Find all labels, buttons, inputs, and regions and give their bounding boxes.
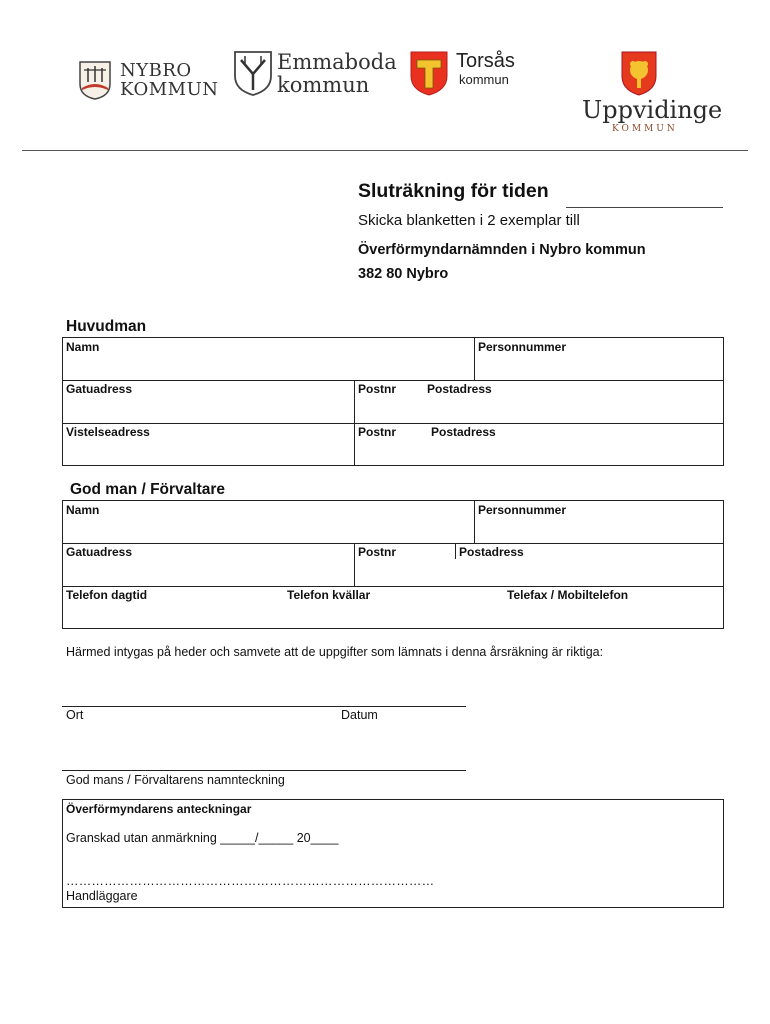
godman-street-label: Gatuadress	[66, 545, 133, 559]
godman-phone-evening-label: Telefon kvällar	[287, 588, 371, 602]
huvudman-postal-field[interactable]	[355, 381, 723, 423]
recipient-address: 382 80 Nybro	[358, 266, 449, 282]
nybro-logo	[78, 58, 219, 102]
huvudman-name-label: Namn	[66, 340, 100, 354]
huvudman-personnummer-label: Personnummer	[478, 340, 567, 354]
title-period-line[interactable]	[566, 207, 723, 208]
torsas-logo-line2: kommun	[459, 72, 509, 87]
huvudman-street-label: Gatuadress	[66, 382, 133, 396]
uppvidinge-logo-line2: KOMMUN	[612, 124, 678, 134]
huvudman-postal2-field[interactable]	[355, 424, 723, 465]
signature-label: God mans / Förvaltarens namnteckning	[66, 773, 285, 787]
declaration-text: Härmed intygas på heder och samvete att de uppgifter som lämnats i denna årsräkning är riktiga:	[66, 645, 604, 659]
uppvidinge-logo-line1: Uppvidinge	[582, 96, 723, 124]
emmaboda-shield-icon	[233, 50, 273, 96]
huvudman-postadress-label: Postadress	[427, 382, 492, 396]
notes-section	[62, 799, 724, 908]
recipient-name: Överförmyndarnämnden i Nybro kommun	[358, 242, 646, 258]
page-title: Sluträkning för tiden	[358, 180, 549, 202]
torsas-shield-icon	[409, 50, 449, 96]
torsas-logo-line1: Torsås	[456, 50, 515, 72]
godman-section	[62, 500, 724, 629]
uppvidinge-shield-icon	[620, 50, 658, 96]
huvudman-section	[62, 337, 724, 466]
date-label: Datum	[341, 708, 378, 722]
huvudman-heading: Huvudman	[66, 318, 147, 335]
godman-phone-day-label: Telefon dagtid	[66, 588, 148, 602]
emmaboda-logo-line2: kommun	[277, 73, 370, 97]
emmaboda-logo-line1: Emmaboda	[277, 50, 397, 74]
godman-postal-field[interactable]	[355, 544, 723, 586]
godman-fax-label: Telefax / Mobiltelefon	[507, 588, 629, 602]
nybro-logo-line1: NYBRO	[120, 60, 192, 81]
nybro-logo-line2: KOMMUN	[120, 79, 219, 100]
handler-label: Handläggare	[66, 889, 138, 903]
huvudman-name-field[interactable]	[63, 338, 474, 380]
godman-heading: God man / Förvaltare	[70, 481, 226, 498]
godman-name-label: Namn	[66, 503, 100, 517]
huvudman-postnr2-label: Postnr	[358, 425, 397, 439]
reviewed-line[interactable]: Granskad utan anmärkning _____/_____ 20____	[66, 831, 339, 845]
huvudman-postadress2-label: Postadress	[431, 425, 496, 439]
place-label: Ort	[66, 708, 84, 722]
header-divider	[22, 150, 748, 151]
handler-dotted-line[interactable]: ……………………………………………………………………………	[66, 874, 435, 888]
godman-name-field[interactable]	[63, 501, 474, 543]
nybro-shield-icon	[78, 60, 112, 100]
place-date-line[interactable]	[62, 706, 466, 707]
notes-heading: Överförmyndarens anteckningar	[66, 802, 252, 816]
uppvidinge-logo	[582, 50, 723, 136]
huvudman-vistelse-label: Vistelseadress	[66, 425, 150, 439]
godman-postadress-label: Postadress	[459, 545, 524, 559]
godman-postnr-label: Postnr	[358, 545, 397, 559]
huvudman-postnr-label: Postnr	[358, 382, 397, 396]
signature-line[interactable]	[62, 770, 466, 771]
godman-personnummer-label: Personnummer	[478, 503, 567, 517]
send-instruction: Skicka blanketten i 2 exemplar till	[358, 212, 580, 229]
torsas-logo	[409, 50, 524, 98]
emmaboda-logo	[233, 50, 397, 98]
